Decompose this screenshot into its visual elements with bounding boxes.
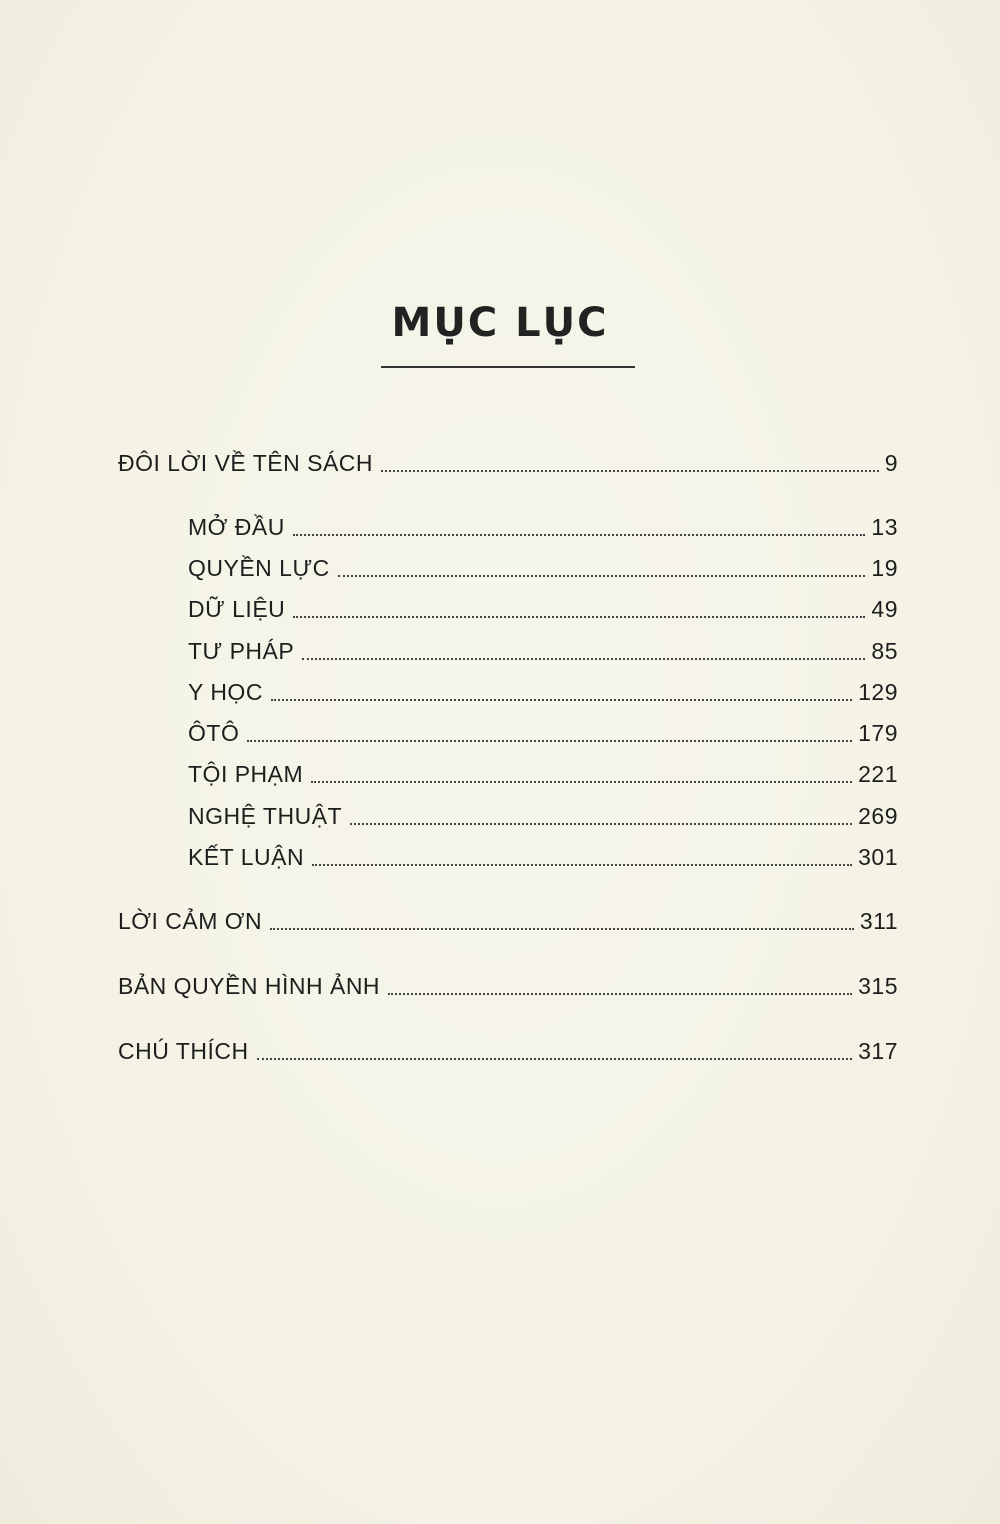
toc-entry-page: 315	[858, 973, 898, 999]
dot-leader	[302, 658, 865, 660]
dot-leader	[312, 864, 852, 866]
toc-entry-page: 317	[858, 1038, 898, 1064]
toc-entry-page: 221	[858, 761, 898, 787]
toc-entry-page: 301	[858, 844, 898, 870]
toc-entry-label: ĐÔI LỜI VỀ TÊN SÁCH	[118, 450, 374, 476]
toc-entry-chapter[interactable]	[188, 677, 898, 707]
toc-entry-label: BẢN QUYỀN HÌNH ẢNH	[118, 973, 381, 999]
toc-entry-page: 49	[871, 596, 898, 622]
toc-entry-chapter[interactable]	[188, 801, 898, 831]
toc-entry-label: LỜI CẢM ƠN	[118, 908, 263, 934]
dot-leader	[293, 534, 866, 536]
toc-entry-chapter[interactable]	[188, 553, 898, 583]
dot-leader	[257, 1058, 853, 1060]
toc-entry-label: MỞ ĐẦU	[188, 514, 285, 540]
toc-entry-chapter[interactable]	[188, 594, 898, 624]
dot-leader	[270, 928, 854, 930]
toc-entry-label: KẾT LUẬN	[188, 844, 305, 870]
toc-entry-label: TƯ PHÁP	[188, 638, 295, 664]
toc-entry-label: NGHỆ THUẬT	[188, 803, 343, 829]
toc-entry-label: CHÚ THÍCH	[118, 1038, 249, 1064]
dot-leader	[311, 781, 852, 783]
toc-entry-page: 85	[871, 638, 898, 664]
toc-entry-page: 129	[858, 679, 898, 705]
dot-leader	[247, 740, 852, 742]
dot-leader	[388, 993, 852, 995]
toc-entry-chapter[interactable]	[188, 512, 898, 542]
toc-entry-foreword[interactable]	[118, 448, 898, 478]
toc-entry-chapter[interactable]	[188, 718, 898, 748]
toc-entry-chapter[interactable]	[188, 759, 898, 789]
title-underline	[381, 366, 635, 368]
toc-entry-page: 9	[884, 450, 898, 476]
toc-entry-label: QUYỀN LỰC	[188, 555, 330, 581]
toc-entry-page: 179	[858, 720, 898, 746]
toc-entry-page: 13	[871, 514, 898, 540]
toc-entry-page: 311	[859, 908, 898, 934]
toc-entry-label: ÔTÔ	[188, 720, 240, 746]
page-title: MỤC LỤC	[391, 300, 609, 346]
dot-leader	[338, 575, 866, 577]
toc-entry-label: DỮ LIỆU	[188, 596, 286, 622]
toc-entry-chapter[interactable]	[188, 842, 898, 872]
dot-leader	[350, 823, 852, 825]
dot-leader	[271, 699, 852, 701]
toc-entry-page: 269	[858, 803, 898, 829]
toc-entry-image-credits[interactable]	[118, 971, 898, 1001]
toc-entry-label: Y HỌC	[188, 679, 263, 705]
toc-entry-notes[interactable]	[118, 1036, 898, 1066]
dot-leader	[293, 616, 865, 618]
toc-entry-label: TỘI PHẠM	[188, 761, 304, 787]
toc-entry-acknowledgements[interactable]	[118, 906, 898, 936]
toc-entry-chapter[interactable]	[188, 636, 898, 666]
toc-entry-page: 19	[871, 555, 898, 581]
dot-leader	[381, 470, 879, 472]
